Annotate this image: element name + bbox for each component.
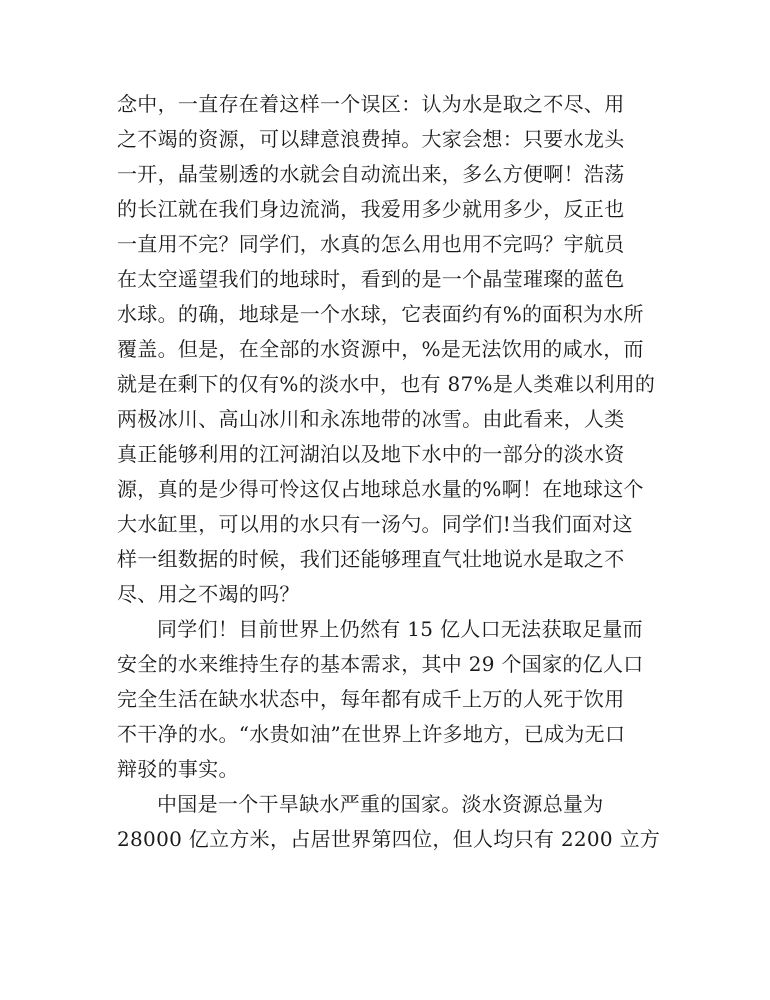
text-line: 覆盖。但是，在全部的水资源中，%是无法饮用的咸水，而 [117, 337, 644, 361]
text-line: 28000 亿立方米，占居世界第四位，但人均只有 2200 立方 [117, 827, 661, 851]
text-line: 一开，晶莹剔透的水就会自动流出来，多么方便啊！浩荡 [117, 162, 625, 186]
text-line: 一直用不完？同学们，水真的怎么用也用不完吗？宇航员 [117, 232, 625, 256]
text-line: 样一组数据的时候，我们还能够理直气壮地说水是取之不 [117, 547, 625, 571]
text-line: 水球。的确，地球是一个水球，它表面约有%的面积为水所 [117, 302, 644, 326]
text-line: 两极冰川、高山冰川和永冻地带的冰雪。由此看来，人类 [117, 407, 625, 431]
paragraph-first-line: 中国是一个干旱缺水严重的国家。淡水资源总量为 [157, 792, 604, 816]
text-line: 真正能够利用的江河湖泊以及地下水中的一部分的淡水资 [117, 442, 625, 466]
text-line: 的长江就在我们身边流淌，我爱用多少就用多少，反正也 [117, 197, 625, 221]
text-line: 辩驳的事实。 [117, 757, 239, 781]
text-line: 源，真的是少得可怜这仅占地球总水量的%啊！在地球这个 [117, 477, 644, 501]
text-line: 完全生活在缺水状态中，每年都有成千上万的人死于饮用 [117, 687, 625, 711]
text-line: 不干净的水。“水贵如油”在世界上许多地方，已成为无口 [117, 722, 626, 746]
text-line: 尽、用之不竭的吗？ [117, 582, 300, 606]
text-line: 在太空遥望我们的地球时，看到的是一个晶莹璀璨的蓝色 [117, 267, 625, 291]
body-text [117, 87, 661, 857]
text-line: 念中，一直存在着这样一个误区：认为水是取之不尽、用 [117, 92, 625, 116]
paragraph-first-line: 同学们！目前世界上仍然有 15 亿人口无法获取足量而 [157, 617, 643, 641]
text-line: 就是在剩下的仅有%的淡水中，也有 87%是人类难以利用的 [117, 372, 656, 396]
text-line: 安全的水来维持生存的基本需求，其中 29 个国家的亿人口 [117, 652, 644, 676]
text-line: 之不竭的资源，可以肆意浪费掉。大家会想：只要水龙头 [117, 127, 625, 151]
text-line: 大水缸里，可以用的水只有一汤勺。同学们!当我们面对这 [117, 512, 633, 536]
